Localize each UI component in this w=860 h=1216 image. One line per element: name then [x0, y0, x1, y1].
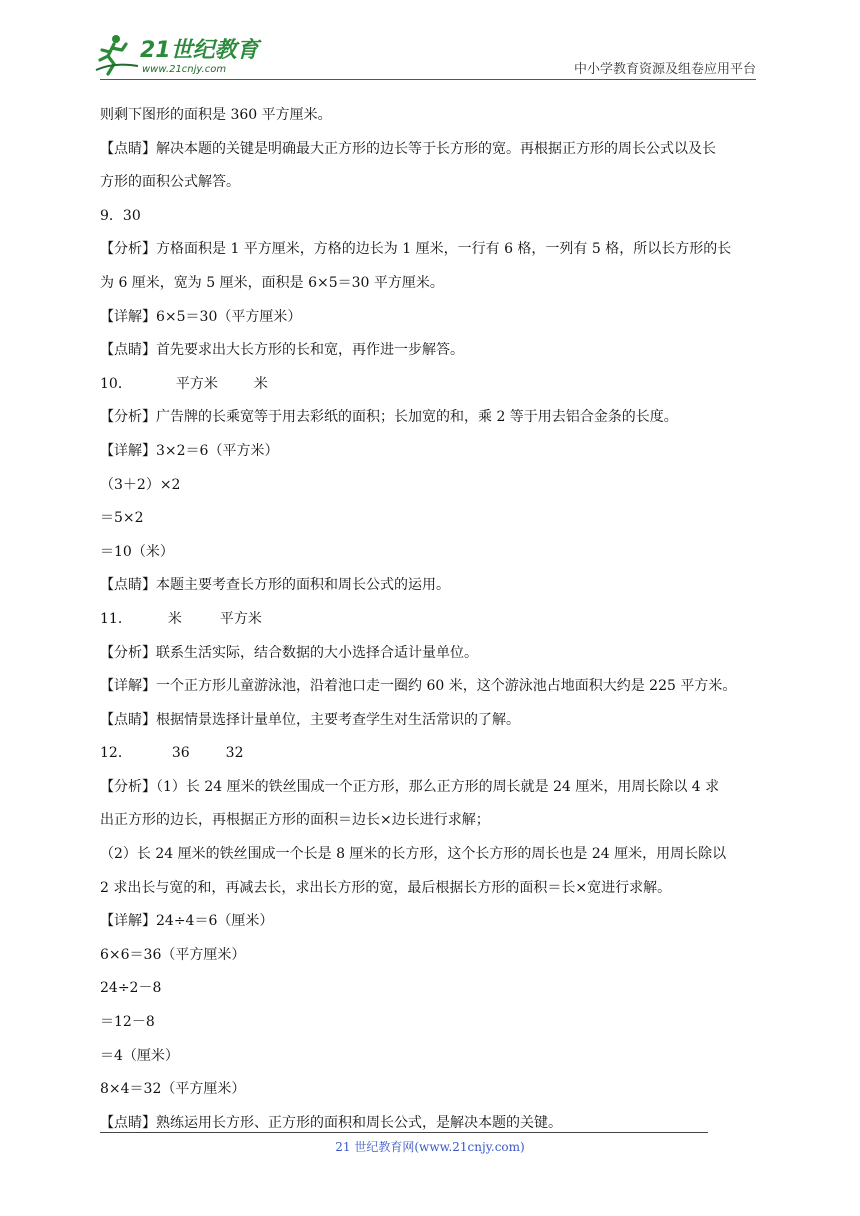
question-number-9: 9．30: [100, 207, 141, 224]
question-number-11: [100, 603, 770, 637]
text-line: ＝4（厘米）: [100, 1047, 179, 1064]
answer-blank-1: 平方米: [175, 375, 218, 392]
text-line: 出正方形的边长，再根据正方形的面积＝边长×边长进行求解；: [100, 812, 490, 829]
text-line: 【分析】广告牌的长乘宽等于用去彩纸的面积；长加宽的和，乘 2 等于用去铝合金条的长度。: [100, 409, 678, 426]
text-line: 【点睛】本题主要考查长方形的面积和周长公式的运用。: [100, 577, 450, 594]
text-line: 【详解】一个正方形儿童游泳池，沿着池口走一圈约 60 米，这个游泳池占地面积大约是 225 平方米。: [100, 678, 737, 695]
text-line: ＝5×2: [100, 510, 144, 527]
question-number-10: [100, 368, 770, 402]
text-line: 方形的面积公式解答。: [100, 174, 240, 191]
question-label: 11．: [100, 610, 132, 627]
platform-tagline: 中小学教育资源及组卷应用平台: [573, 62, 756, 77]
text-line: 【详解】6×5＝30（平方厘米）: [100, 308, 302, 325]
text-line: 8×4＝32（平方厘米）: [100, 1081, 246, 1098]
runner-logo-icon: [94, 30, 264, 80]
text-line: （2）长 24 厘米的铁丝围成一个长是 8 厘米的长方形，这个长方形的周长也是 24 厘米，用周长除以: [100, 846, 727, 863]
text-line: 【分析】方格面积是 1 平方厘米，方格的边长为 1 厘米，一行有 6 格，一列有 5 格，所以长方形的长: [100, 241, 732, 258]
question-label: 10．: [100, 375, 132, 392]
text-line: 【分析】联系生活实际，结合数据的大小选择合适计量单位。: [100, 644, 478, 661]
question-label: 12．: [100, 745, 132, 762]
answer-blank-2: 米: [253, 375, 268, 392]
text-line: 2 求出长与宽的和，再减去长，求出长方形的宽，最后根据长方形的面积＝长×宽进行求解。: [100, 879, 672, 896]
text-line: （3＋2）×2: [100, 476, 181, 493]
answer-blank-2: 平方米: [219, 610, 262, 627]
text-line: 则剩下图形的面积是 360 平方厘米。: [100, 107, 332, 123]
text-line: 24÷2－8: [100, 980, 162, 997]
logo-url: www.21cnjy.com: [142, 64, 227, 75]
answer-blank-1: 米: [167, 610, 182, 627]
answer-blank-2: 32: [225, 745, 244, 762]
answer-blank-1: 36: [171, 745, 190, 762]
site-logo[interactable]: [94, 30, 264, 80]
text-line: 【点睛】首先要求出大长方形的长和宽，再作进一步解答。: [100, 342, 464, 359]
header-divider: [100, 79, 756, 80]
footer-link[interactable]: 21 世纪教育网(www.21cnjy.com): [335, 1140, 525, 1154]
text-line: 【点睛】解决本题的关键是明确最大正方形的边长等于长方形的宽。再根据正方形的周长公式以及长: [100, 140, 716, 157]
text-line: 【详解】3×2＝6（平方米）: [100, 442, 279, 459]
text-line: 【点睛】根据情景选择计量单位，主要考查学生对生活常识的了解。: [100, 711, 520, 728]
logo-wordmark: 21世纪教育: [140, 38, 259, 63]
text-line: ＝12－8: [100, 1014, 155, 1031]
question-number-12: [100, 737, 770, 771]
text-line: 【详解】24÷4＝6（厘米）: [100, 913, 274, 930]
answer-content: [100, 99, 770, 1140]
text-line: 【点睛】熟练运用长方形、正方形的面积和周长公式，是解决本题的关键。: [100, 1114, 562, 1131]
text-line: ＝10（米）: [100, 543, 174, 560]
text-line: 【分析】（1）长 24 厘米的铁丝围成一个正方形，那么正方形的周长就是 24 厘米，用周长除以 4 求: [100, 778, 720, 795]
footer-divider: [100, 1132, 708, 1133]
text-line: 6×6＝36（平方厘米）: [100, 946, 246, 963]
text-line: 为 6 厘米，宽为 5 厘米，面积是 6×5＝30 平方厘米。: [100, 274, 444, 291]
